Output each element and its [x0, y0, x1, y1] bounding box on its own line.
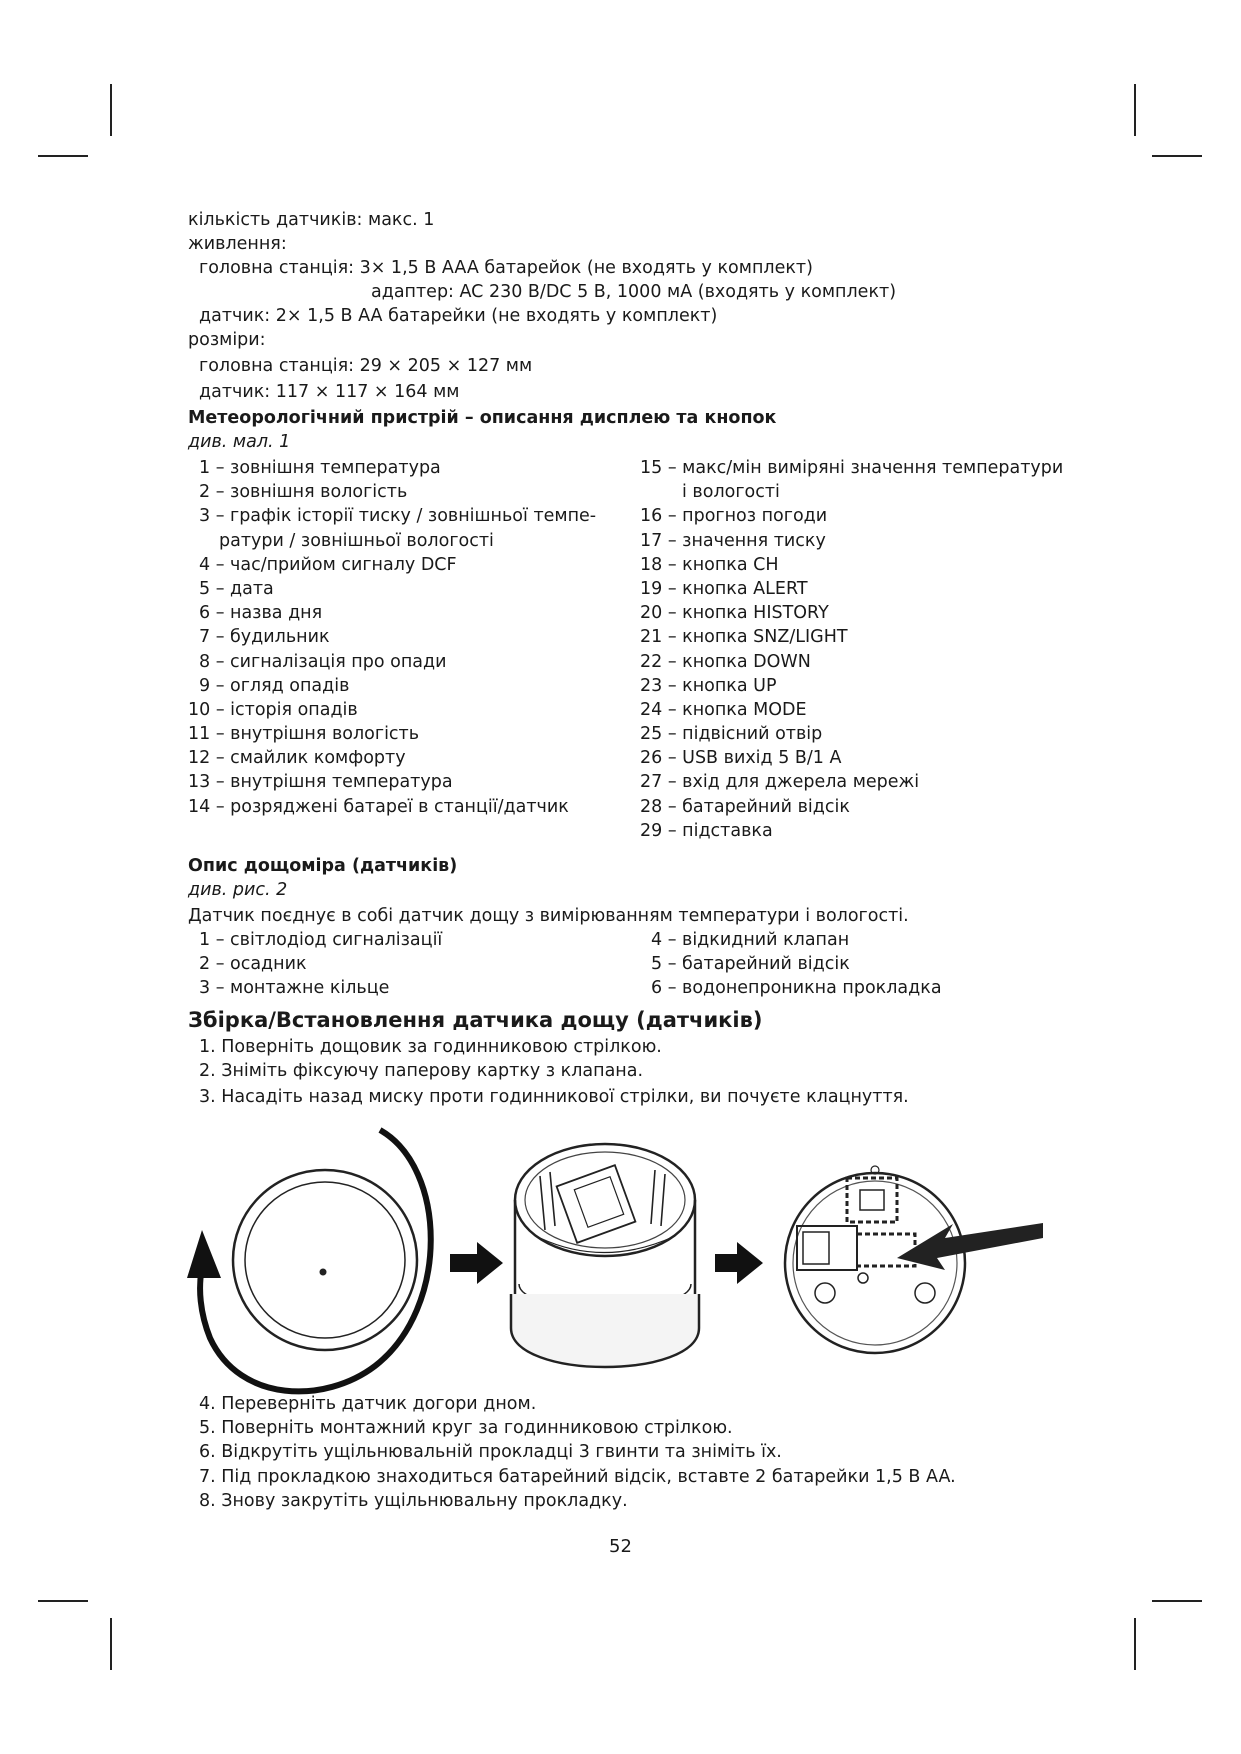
rotate-arrow-head-icon [187, 1230, 221, 1278]
display-legend-left [188, 456, 628, 819]
crop-mark [38, 155, 88, 157]
crop-mark [1134, 84, 1136, 136]
legend-item: 5 – дата [199, 578, 274, 599]
spec-power-main: головна станція: 3× 1,5 В AAA батарейок (не входять у комплект) [199, 258, 813, 278]
legend-item: 18 – кнопка CH [640, 554, 779, 575]
legend-item: 1 – світлодіод сигналізації [199, 930, 443, 950]
legend-item: 25 – підвісний отвір [640, 724, 823, 745]
sensor-legend-left [188, 928, 628, 1001]
legend-item: 6 – назва дня [199, 603, 323, 624]
step-item: 6. Відкрутіть ущільнювальній прокладці 3 гвинти та зніміть їх. [199, 1442, 782, 1463]
legend-item: 23 – кнопка UP [640, 675, 777, 696]
legend-item: 1 – зовнішня температура [199, 458, 441, 478]
legend-item: 28 – батарейний відсік [640, 796, 850, 817]
step-item: 4. Переверніть датчик догори дном. [199, 1394, 537, 1414]
spec-dim-sensor: датчик: 117 × 117 × 164 мм [199, 382, 460, 402]
rotate-arrow-icon [200, 1130, 431, 1391]
page-number: 52 [609, 1536, 632, 1557]
section-ref: див. мал. 1 [188, 432, 291, 452]
legend-item: 11 – внутрішня вологість [188, 724, 420, 745]
legend-item: і вологості [682, 482, 780, 503]
crop-mark [110, 84, 112, 136]
rain-gauge-open [511, 1144, 699, 1367]
legend-item: 24 – кнопка MODE [640, 699, 807, 720]
spec-dimensions-label: розміри: [188, 330, 266, 350]
assembly-steps-continued [188, 1392, 1088, 1513]
legend-item: 6 – водонепроникна прокладка [651, 978, 942, 999]
section-title-display: Метеорологічний пристрій – описання дисплею та кнопок [188, 408, 777, 428]
arrow-right-icon [715, 1242, 763, 1284]
crop-mark [110, 1618, 112, 1670]
step-item: 5. Поверніть монтажний круг за годинниковою стрілкою. [199, 1418, 733, 1439]
legend-item: 15 – макс/мін виміряні значення температури [640, 458, 1064, 478]
spec-sensors: кількість датчиків: макс. 1 [188, 210, 435, 230]
legend-item: 12 – смайлик комфорту [188, 748, 406, 769]
legend-item: 2 – осадник [199, 954, 307, 975]
legend-item: 10 – історія опадів [188, 699, 358, 720]
legend-item: 3 – графік історії тиску / зовнішньої темпе- [199, 506, 597, 527]
crop-mark [1152, 1600, 1202, 1602]
assembly-steps [188, 1035, 1088, 1110]
legend-item: 13 – внутрішня температура [188, 772, 453, 793]
legend-item: 4 – час/прийом сигналу DCF [199, 554, 457, 575]
section-title-rain-gauge: Опис дощоміра (датчиків) [188, 856, 458, 876]
legend-item: 27 – вхід для джерела мережі [640, 772, 920, 793]
step-item: 3. Насадіть назад миску проти годинникової стрілки, ви почуєте клацнуття. [199, 1087, 909, 1108]
crop-mark [1152, 155, 1202, 157]
legend-item: 22 – кнопка DOWN [640, 651, 811, 672]
legend-item: 14 – розряджені батареї в станції/датчик [188, 796, 569, 817]
legend-item: 9 – огляд опадів [199, 675, 350, 696]
sensor-legend-right [651, 928, 1071, 1001]
crop-mark [38, 1600, 88, 1602]
legend-item: 29 – підставка [640, 820, 773, 841]
legend-item: 19 – кнопка ALERT [640, 578, 808, 599]
crop-mark [1134, 1618, 1136, 1670]
spec-power-label: живлення: [188, 234, 287, 254]
step-item: 2. Зніміть фіксуючу паперову картку з клапана. [199, 1061, 644, 1082]
legend-item: 26 – USB вихід 5 В/1 А [640, 748, 842, 769]
assembly-illustration [185, 1118, 1045, 1414]
section-title-assembly: Збірка/Встановлення датчика дощу (датчиків) [188, 1008, 763, 1032]
step-item: 1. Поверніть дощовик за годинниковою стрілкою. [199, 1037, 662, 1057]
legend-item: 7 – будильник [199, 627, 330, 648]
display-legend-right [640, 456, 1080, 843]
spec-dim-main: головна станція: 29 × 205 × 127 мм [199, 356, 533, 376]
spec-power-sensor: датчик: 2× 1,5 В AA батарейки (не входять у комплект) [199, 306, 718, 326]
legend-item: 16 – прогноз погоди [640, 506, 828, 527]
legend-item: 8 – сигналізація про опади [199, 651, 447, 672]
step-item: 7. Під прокладкою знаходиться батарейний відсік, вставте 2 батарейки 1,5 В AA. [199, 1466, 956, 1487]
legend-item: 20 – кнопка HISTORY [640, 603, 829, 624]
legend-item: 17 – значення тиску [640, 530, 826, 551]
arrow-right-icon [450, 1242, 503, 1284]
rain-gauge-lid [233, 1170, 417, 1350]
legend-item: 2 – зовнішня вологість [199, 482, 408, 503]
step-item: 8. Знову закрутіть ущільнювальну прокладку. [199, 1490, 628, 1511]
document-body [188, 208, 1088, 1110]
legend-item: 5 – батарейний відсік [651, 954, 850, 975]
legend-item: ратури / зовнішньої вологості [219, 530, 494, 551]
rain-gauge-intro: Датчик поєднує в собі датчик дощу з вимірюванням температури і вологості. [188, 906, 909, 926]
spec-power-adapter: адаптер: AC 230 В/DC 5 В, 1000 мА (входять у комплект) [371, 282, 897, 302]
legend-item: 21 – кнопка SNZ/LIGHT [640, 627, 848, 648]
section-ref: див. рис. 2 [188, 880, 288, 900]
legend-item: 4 – відкидний клапан [651, 930, 850, 950]
legend-item: 3 – монтажне кільце [199, 978, 390, 999]
